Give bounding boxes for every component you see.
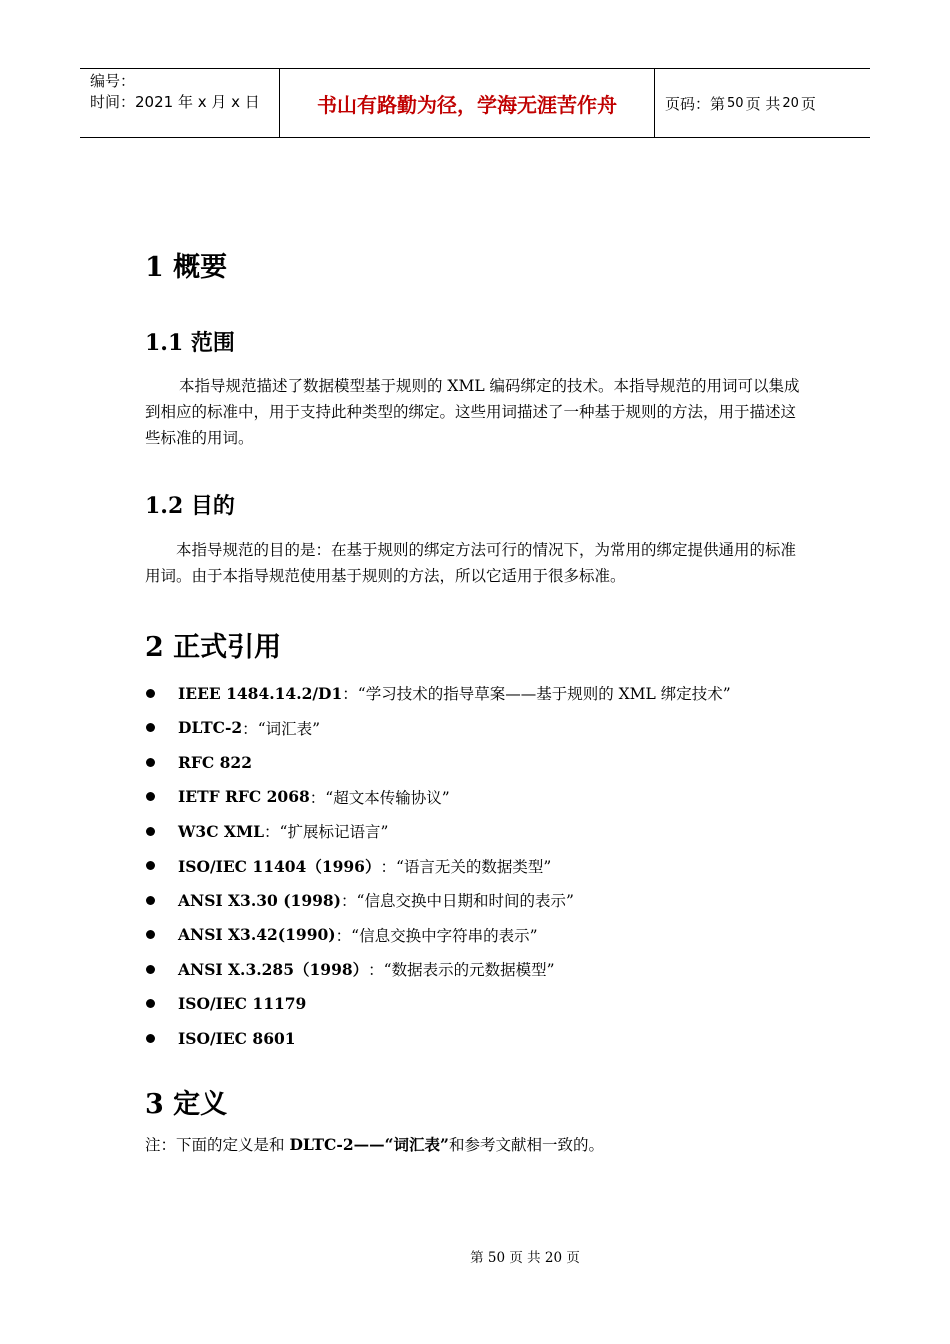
- header-time-label: 时间：2021 年 x 月 x 日: [90, 93, 260, 111]
- reference-separator: ：: [368, 961, 384, 980]
- header-page-info: [655, 69, 870, 137]
- list-item: [145, 780, 731, 815]
- header-page-suffix: 页: [800, 94, 816, 113]
- list-item: [145, 987, 731, 1022]
- bullet-icon: [146, 792, 155, 801]
- reference-separator: ：: [242, 719, 258, 738]
- reference-desc: “信息交换中字符串的表示”: [351, 926, 538, 945]
- reference-separator: ：: [309, 788, 326, 807]
- list-item: [145, 711, 731, 746]
- bullet-icon: [146, 861, 155, 870]
- header-page-mid: 页 共: [745, 94, 781, 113]
- bullet-icon: [146, 1034, 155, 1043]
- page-header: [80, 68, 870, 138]
- section-2-title: 2 正式引用: [145, 632, 282, 663]
- reference-code: W3C XML: [178, 821, 265, 841]
- reference-code: ANSI X.3.285（1998）: [178, 960, 369, 980]
- section-3-title: 3 定义: [145, 1089, 228, 1120]
- reference-desc: “信息交换中日期和时间的表示”: [356, 892, 574, 911]
- list-item: [145, 952, 731, 987]
- note-suffix: 和参考文献相一致的。: [448, 1136, 604, 1154]
- reference-desc: “超文本传输协议”: [325, 788, 450, 807]
- note-prefix: 注：下面的定义是和: [145, 1136, 290, 1154]
- reference-code: IEEE 1484.14.2/D1: [178, 683, 343, 703]
- list-item: [145, 918, 731, 953]
- page-footer: 第 50 页 共 20 页: [470, 1250, 580, 1266]
- section-1-title: 1 概要: [145, 252, 228, 283]
- list-item: [145, 814, 731, 849]
- header-meta: [80, 69, 280, 137]
- section-1-2-title: 1.2 目的: [145, 493, 235, 519]
- reference-code: ISO/IEC 11179: [178, 994, 307, 1014]
- bullet-icon: [146, 965, 155, 974]
- header-page-prefix: 页码：第: [665, 94, 726, 113]
- section-1-1-body: 本指导规范描述了数据模型基于规则的 XML 编码绑定的技术。本指导规范的用词可以集成到相应的标准中，用于支持此种类型的绑定。这些用词描述了一种基于规则的方法，用于描述这些标准的用词。: [145, 377, 800, 447]
- reference-separator: ：: [341, 892, 357, 911]
- reference-separator: ：: [264, 823, 280, 842]
- reference-code: ANSI X3.30 (1998): [178, 890, 342, 910]
- reference-separator: ：: [342, 685, 358, 704]
- reference-code: RFC 822: [178, 752, 252, 772]
- list-item: [145, 676, 731, 711]
- header-page-number: 50: [727, 95, 744, 111]
- reference-code: ISO/IEC 8601: [178, 1028, 296, 1048]
- header-total-number: 20: [782, 95, 799, 111]
- reference-desc: “数据表示的元数据模型”: [383, 961, 555, 980]
- reference-code: ANSI X3.42(1990): [178, 925, 336, 945]
- list-item: [145, 849, 731, 884]
- section-3-note: [145, 1132, 810, 1158]
- reference-code: ISO/IEC 11404（1996）: [178, 856, 381, 876]
- reference-code: IETF RFC 2068: [178, 787, 310, 807]
- list-item: [145, 1021, 731, 1056]
- header-motto: 书山有路勤为径，学海无涯苦作舟: [280, 69, 655, 137]
- bullet-icon: [146, 827, 155, 836]
- bullet-icon: [146, 999, 155, 1008]
- reference-desc: “词汇表”: [257, 719, 321, 738]
- reference-desc: “语言无关的数据类型”: [396, 857, 552, 876]
- reference-list: [145, 676, 731, 1056]
- list-item: [145, 883, 731, 918]
- reference-desc: “扩展标记语言”: [279, 823, 389, 842]
- bullet-icon: [146, 723, 155, 732]
- section-1-1-title: 1.1 范围: [145, 330, 235, 356]
- note-bold: DLTC-2——“词汇表”: [289, 1135, 449, 1154]
- bullet-icon: [146, 930, 155, 939]
- reference-separator: ：: [335, 926, 352, 945]
- list-item: [145, 745, 731, 780]
- bullet-icon: [146, 896, 155, 905]
- bullet-icon: [146, 758, 155, 767]
- reference-code: DLTC-2: [178, 718, 243, 738]
- reference-desc: “学习技术的指导草案——基于规则的 XML 绑定技术”: [357, 685, 731, 704]
- reference-separator: ：: [380, 857, 396, 876]
- header-number-label: 编号：: [90, 72, 136, 90]
- bullet-icon: [146, 689, 155, 698]
- section-1-2-body: 本指导规范的目的是：在基于规则的绑定方法可行的情况下，为常用的绑定提供通用的标准用词。由于本指导规范使用基于规则的方法，所以它适用于很多标准。: [145, 541, 797, 585]
